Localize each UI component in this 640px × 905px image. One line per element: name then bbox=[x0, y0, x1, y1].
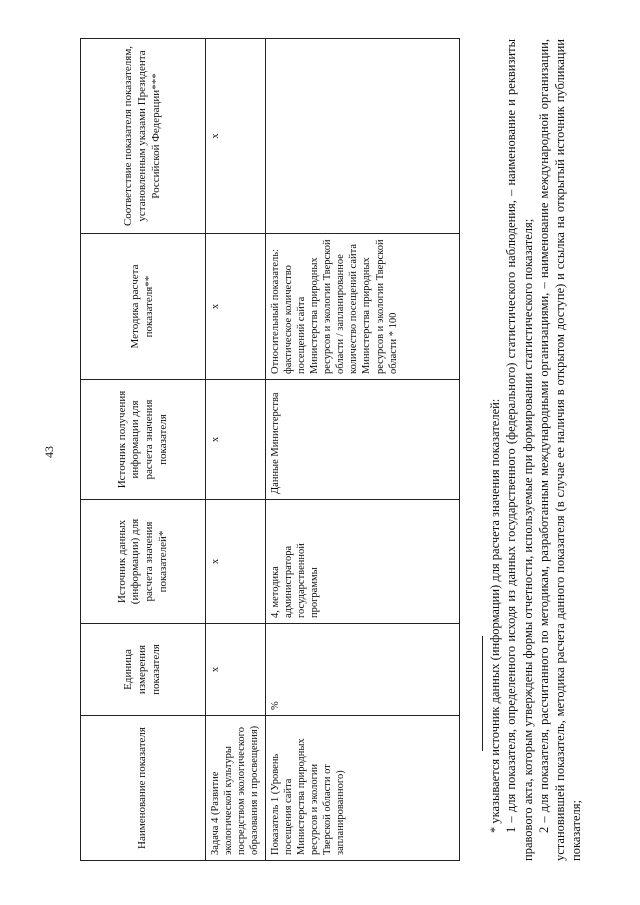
header-indicator-name: Наименование показателя bbox=[81, 716, 206, 861]
footnote-divider bbox=[482, 636, 483, 751]
cell-task-unit: х bbox=[206, 624, 266, 716]
header-unit: Единица измерения показателя bbox=[81, 624, 206, 716]
header-presidential-compliance: Соответствие показателя показателям, установленным указами Президента Российской Федерации*** bbox=[81, 39, 206, 234]
cell-indicator-data-source: 4, методика администратора государственной программы bbox=[265, 500, 460, 624]
footnote-item-2: 2 – для показателя, рассчитанного по методикам, разработанным международными организациями, – наименование международной организации, установившей показатель, методика расчета данного показателя (в случае ее наличия в открытом доступе) и ссылка на открытый источник публикации показателя; bbox=[536, 39, 584, 861]
footnote-item-1: 1 – для показателя, определенного исходя из данных государственного (федерального) статистического наблюдения, – наименование и реквизиты правового акта, которым утверждены формы отчетности, используемые при формировании статистического показателя; bbox=[504, 39, 535, 861]
cell-task-name: Задача 4 (Развитие экологической культуры посредством экологического образования и просвещения) bbox=[206, 716, 266, 861]
table-row bbox=[265, 39, 460, 861]
footnote-intro: * указывается источник данных (информации) для расчета значения показателей: bbox=[488, 398, 502, 833]
page-number: 43 bbox=[42, 446, 56, 458]
cell-task-compliance: х bbox=[206, 39, 266, 234]
cell-task-info-source: х bbox=[206, 380, 266, 500]
cell-indicator-methodology: Относительный показатель: фактическое количество посещений сайта Министерства природных ресурсов и экологии Тверской области / запланированное количество посещений сайта Министерства природных ресурсов и экологии Тверской области * 100 bbox=[265, 234, 460, 380]
cell-indicator-unit: % bbox=[265, 624, 460, 716]
table-header-row bbox=[81, 39, 206, 861]
table-row bbox=[206, 39, 266, 861]
cell-indicator-name: Показатель 1 (Уровень посещения сайта Министерства природных ресурсов и экологии Тверской области от запланированного) bbox=[265, 716, 460, 861]
cell-indicator-info-source: Данные Министерства bbox=[265, 380, 460, 500]
footnotes bbox=[487, 39, 585, 861]
header-data-source: Источник данных (информации) для расчета значения показателей* bbox=[81, 500, 206, 624]
header-info-source: Источник получения информации для расчета значения показателя bbox=[81, 380, 206, 500]
cell-task-data-source: х bbox=[206, 500, 266, 624]
cell-indicator-compliance bbox=[265, 39, 460, 234]
cell-task-methodology: х bbox=[206, 234, 266, 380]
indicators-table bbox=[80, 38, 460, 861]
header-methodology: Методика расчета показателя** bbox=[81, 234, 206, 380]
